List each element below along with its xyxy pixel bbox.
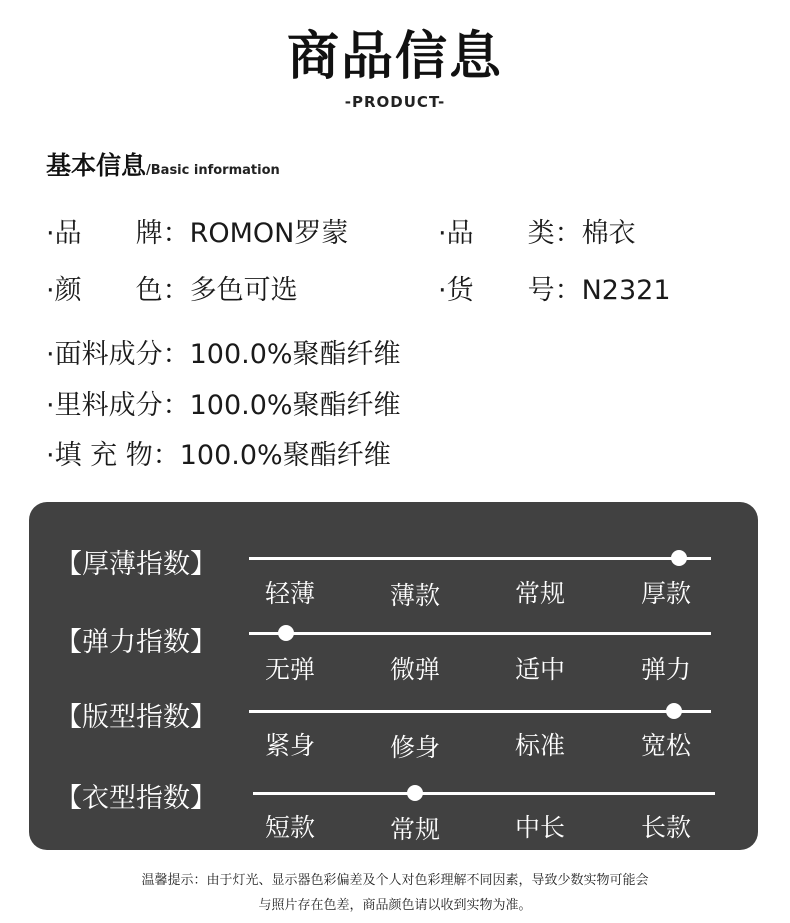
brand-row <box>46 211 348 250</box>
fit-index-track <box>249 710 711 713</box>
elasticity-index-label: 【弹力指数】 <box>55 627 217 658</box>
basic-info-heading <box>46 146 280 182</box>
thickness-index-track <box>249 557 711 560</box>
filling-value: 100.0%聚酯纤维 <box>179 440 391 471</box>
elasticity-option: 微弹 <box>389 655 441 684</box>
fabric-label: ·面料成分： <box>46 339 190 370</box>
length-option: 中长 <box>514 813 566 842</box>
fit-index-knob <box>666 703 682 719</box>
notice-line-1: 温馨提示：由于灯光、显示器色彩偏差及个人对色彩理解不同因素，导致少数实物可能会 <box>141 873 649 888</box>
page-title: 商品信息 <box>286 27 503 87</box>
category-value: 棉衣 <box>581 218 636 249</box>
length-index-track <box>253 792 715 795</box>
category-row <box>438 211 636 250</box>
brand-value: ROMON罗蒙 <box>189 218 349 249</box>
fit-option: 标准 <box>514 731 566 760</box>
fit-index-label: 【版型指数】 <box>55 702 217 733</box>
basic-info-heading-zh: 基本信息 <box>46 151 147 180</box>
elasticity-index-knob <box>278 625 294 641</box>
lining-label: ·里料成分： <box>46 390 190 421</box>
thickness-option: 薄款 <box>389 581 441 610</box>
thickness-option: 轻薄 <box>264 579 316 608</box>
elasticity-option: 无弹 <box>264 655 316 684</box>
item-no-value: N2321 <box>581 275 671 306</box>
elasticity-index-track <box>249 632 711 635</box>
length-index-knob <box>407 785 423 801</box>
lining-row <box>46 383 401 422</box>
elasticity-option: 弹力 <box>640 655 692 684</box>
fabric-row <box>46 332 401 371</box>
thickness-index-label: 【厚薄指数】 <box>55 549 217 580</box>
lining-value: 100.0%聚酯纤维 <box>189 390 401 421</box>
item-no-row <box>438 268 671 307</box>
length-option: 短款 <box>264 813 316 842</box>
fabric-value: 100.0%聚酯纤维 <box>189 339 401 370</box>
filling-label: ·填 充 物： <box>46 440 180 471</box>
length-option: 长款 <box>640 813 692 842</box>
filling-row <box>46 433 391 472</box>
length-option: 常规 <box>389 815 441 844</box>
fit-option: 修身 <box>389 733 441 762</box>
thickness-option: 厚款 <box>640 579 692 608</box>
thickness-option: 常规 <box>514 579 566 608</box>
page-subtitle: -PRODUCT- <box>344 93 446 111</box>
elasticity-option: 适中 <box>514 655 566 684</box>
basic-info-heading-en: /Basic information <box>146 163 280 178</box>
item-no-label: ·货 号： <box>438 275 582 306</box>
color-row <box>46 268 298 307</box>
category-label: ·品 类： <box>438 218 582 249</box>
fit-option: 宽松 <box>640 731 692 760</box>
color-value: 多色可选 <box>189 275 298 306</box>
notice-line-2: 与照片存在色差，商品颜色请以收到实物为准。 <box>258 898 532 913</box>
length-index-label: 【衣型指数】 <box>55 783 217 814</box>
color-label: ·颜 色： <box>46 275 190 306</box>
brand-label: ·品 牌： <box>46 218 190 249</box>
index-panel <box>29 502 758 850</box>
thickness-index-knob <box>671 550 687 566</box>
fit-option: 紧身 <box>264 731 316 760</box>
